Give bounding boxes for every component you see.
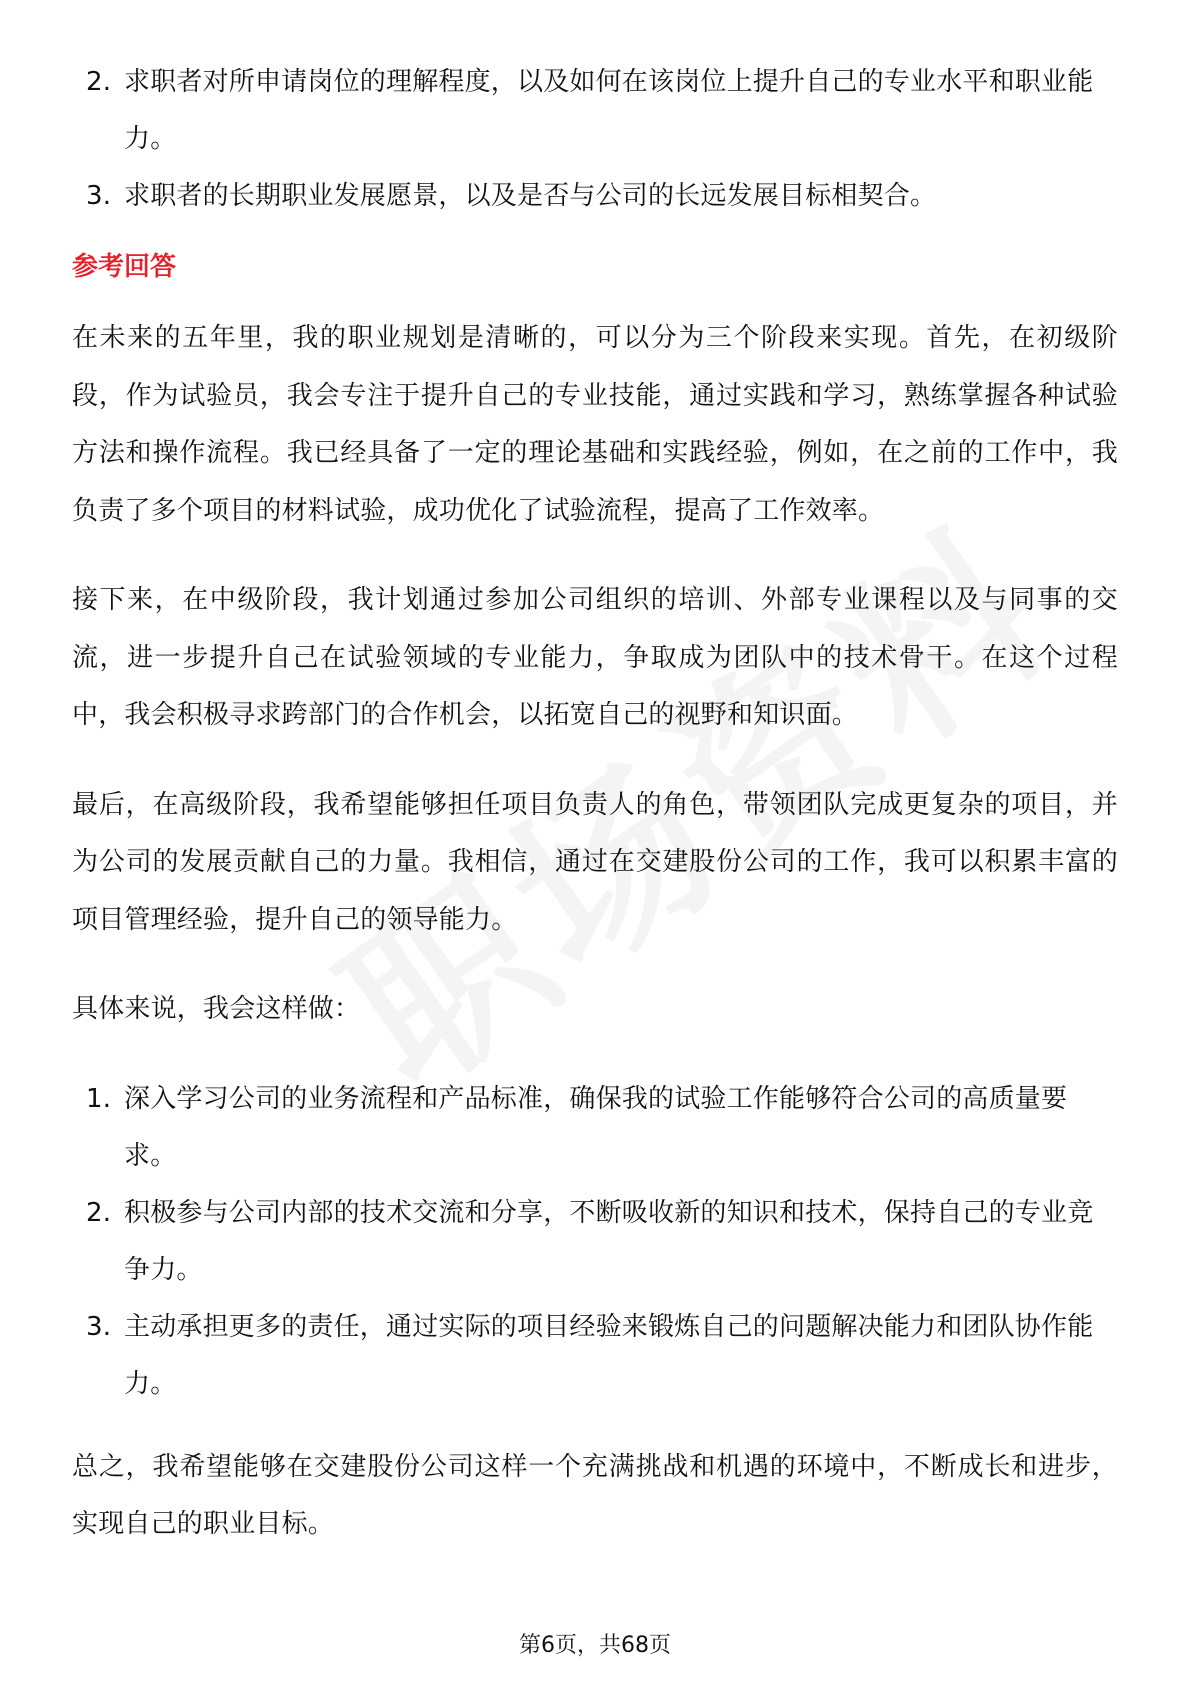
list-text: 求职者的长期职业发展愿景，以及是否与公司的长远发展目标相契合。 bbox=[124, 181, 937, 211]
list-text: 求职者对所申请岗位的理解程度，以及如何在该岗位上提升自己的专业水平和职业能力。 bbox=[124, 67, 1094, 154]
paragraph-middle-stage: 接下来，在中级阶段，我计划通过参加公司组织的培训、外部专业课程以及与同事的交流，进一步提升自己在试验领域的专业能力，争取成为团队中的技术骨干。在这个过程中，我会积极寻求跨部门的合作机会，以拓宽自己的视野和知识面。 bbox=[72, 585, 1118, 730]
page-footer: 第6页，共68页 bbox=[519, 1633, 671, 1658]
list-item bbox=[72, 1185, 1118, 1299]
list-item bbox=[72, 54, 1118, 168]
list-item bbox=[72, 1071, 1118, 1185]
list-item bbox=[72, 168, 1118, 225]
list-number: 3. bbox=[86, 181, 112, 211]
paragraph-specifically: 具体来说，我会这样做： bbox=[72, 994, 361, 1024]
list-text: 主动承担更多的责任，通过实际的项目经验来锻炼自己的问题解决能力和团队协作能力。 bbox=[124, 1311, 1094, 1399]
paragraph-conclusion: 总之，我希望能够在交建股份公司这样一个充满挑战和机遇的环境中，不断成长和进步，实现自己的职业目标。 bbox=[72, 1451, 1118, 1539]
list-number: 1. bbox=[86, 1083, 112, 1114]
action-steps-list bbox=[72, 1071, 1118, 1413]
question-points-list bbox=[72, 54, 1118, 225]
list-number: 2. bbox=[86, 67, 112, 97]
paragraph-senior-stage: 最后，在高级阶段，我希望能够担任项目负责人的角色，带领团队完成更复杂的项目，并为公司的发展贡献自己的力量。我相信，通过在交建股份公司的工作，我可以积累丰富的项目管理经验，提升自己的领导能力。 bbox=[72, 789, 1118, 935]
list-text: 积极参与公司内部的技术交流和分享，不断吸收新的知识和技术，保持自己的专业竞争力。 bbox=[124, 1197, 1094, 1285]
list-item bbox=[72, 1299, 1118, 1413]
page-content bbox=[72, 54, 1118, 1586]
section-heading-reference-answer: 参考回答 bbox=[72, 252, 177, 282]
paragraph-junior-stage: 在未来的五年里，我的职业规划是清晰的，可以分为三个阶段来实现。首先，在初级阶段，作为试验员，我会专注于提升自己的专业技能，通过实践和学习，熟练掌握各种试验方法和操作流程。我已经具备了一定的理论基础和实践经验，例如，在之前的工作中，我负责了多个项目的材料试验，成功优化了试验流程，提高了工作效率。 bbox=[72, 323, 1118, 526]
list-number: 2. bbox=[86, 1197, 112, 1228]
list-text: 深入学习公司的业务流程和产品标准，确保我的试验工作能够符合公司的高质量要求。 bbox=[124, 1083, 1068, 1171]
list-number: 3. bbox=[86, 1311, 112, 1342]
